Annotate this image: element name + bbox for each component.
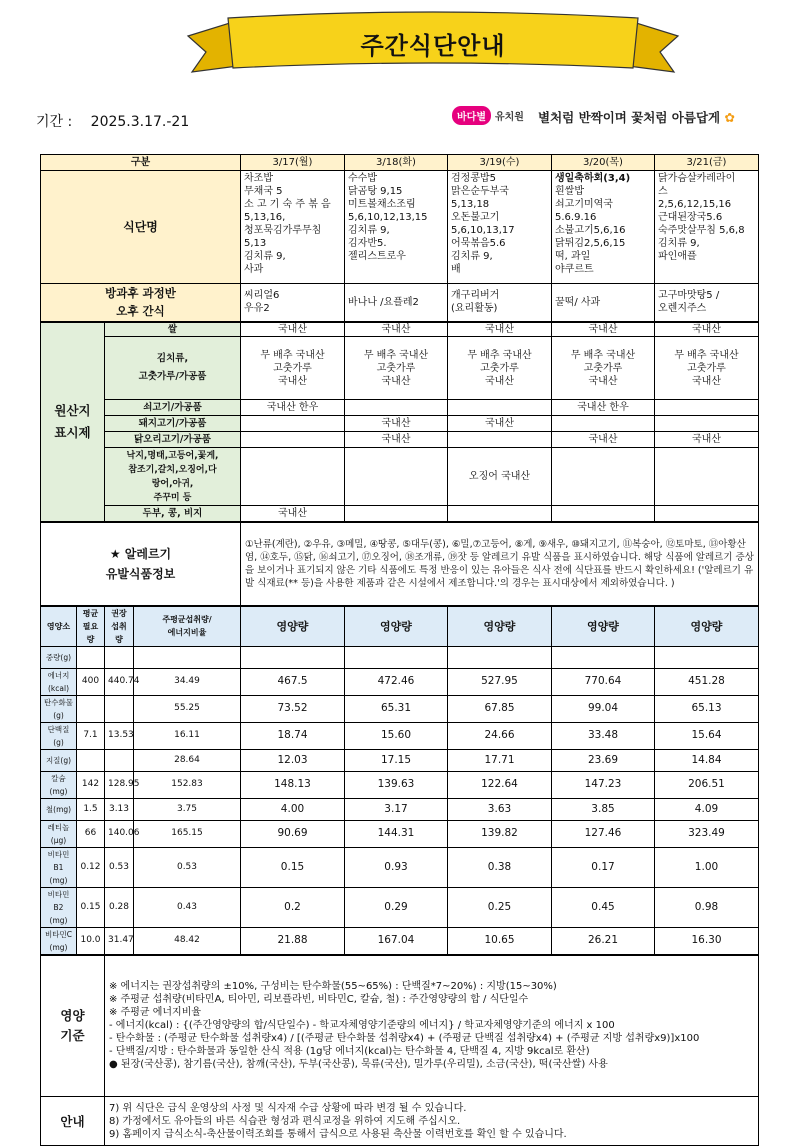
origin-cell: 국내산 (241, 322, 345, 337)
nutrient-avg-requirement: 1.5 (77, 798, 105, 820)
nutrient-day-value: 144.31 (345, 820, 448, 847)
nutrient-day-value: 33.48 (552, 722, 655, 749)
snack-cell: 씨리얼6 우유2 (241, 284, 345, 322)
nutrient-day-value: 0.29 (345, 887, 448, 927)
nutrition-col-header: 영양소 (41, 606, 77, 647)
nutrient-avg-requirement (77, 749, 105, 771)
nutrient-weekly-avg: 0.43 (134, 887, 241, 927)
nutrient-avg-requirement: 10.0 (77, 927, 105, 955)
nutrient-recommended: 3.13 (105, 798, 134, 820)
origin-cell (655, 416, 759, 432)
origin-label: 원산지 표시제 (41, 322, 105, 522)
origin-row-name: 두부, 콩, 비지 (105, 506, 241, 522)
origin-cell: 무 배추 국내산 고춧가루 국내산 (345, 337, 448, 400)
nutrition-row (41, 695, 759, 722)
origin-cell (448, 432, 552, 448)
origin-row-name: 닭오리고기/가공품 (105, 432, 241, 448)
origin-row-name: 낙지,명태,고등어,꽃게, 참조기,갈치,오징어,다 랑어,아귀, 주꾸미 등 (105, 448, 241, 506)
nutrient-day-value: 0.93 (345, 847, 448, 887)
origin-cell: 오징어 국내산 (448, 448, 552, 506)
standard-info: ※ 에너지는 권장섭취량의 ±10%, 구성비는 탄수화물(55~65%) : 단백질*7~20%) : 지방(15~30%) ※ 주평균 섭취량(비타민A, 티아민, 리보플라빈, 비타민C, 칼슘, 철) : 주간영양량의 합 / 식단일수 ※ 주평균 에너지비율 - 에너지(kcal) : {(주간영양량의 합/식단일수) - 학교자체영양기준량의 에너지} / 학교자체영양기준의 에너지 x 100 - 탄수화물 : (주평균 탄수화물 섭취량x4) / [(주평균 탄수화물 섭취량x4) + (주평균 단백질 섭취량x4) + (주평균 지방 섭취량x9)]x100 - 단백질/지방 : 탄수화물과 동일한 산식 적용 (1g당 에너지(kcal)는 탄수화물 4, 단백질 4, 지방 9kcal로 환산) ● 된장(국산콩), 참기름(국산), 참깨(국산), 두부(국산콩), 묵류(국산), 밀가루(우리밀), 소금(국산), 떡(국산쌀) 사용 (105, 955, 759, 1097)
nutrient-day-value: 16.30 (655, 927, 759, 955)
nutrient-day-value (552, 646, 655, 668)
menu-label: 식단명 (41, 171, 241, 284)
nutrient-weekly-avg: 55.25 (134, 695, 241, 722)
nutrient-weekly-avg: 34.49 (134, 668, 241, 695)
nutrient-day-value: 0.38 (448, 847, 552, 887)
nutrient-day-value: 15.60 (345, 722, 448, 749)
origin-row-name: 김치류, 고춧가루/가공품 (105, 337, 241, 400)
nutrient-weekly-avg: 48.42 (134, 927, 241, 955)
nutrition-row (41, 668, 759, 695)
nutrient-day-value: 18.74 (241, 722, 345, 749)
day-header: 3/21(금) (655, 155, 759, 171)
nutrition-row (41, 722, 759, 749)
nutrient-day-value: 21.88 (241, 927, 345, 955)
allergy-label-line2: 유발식품정보 (105, 566, 176, 581)
nutrient-day-value (241, 646, 345, 668)
nutrient-avg-requirement: 0.12 (77, 847, 105, 887)
origin-cell (448, 506, 552, 522)
nutrient-name: 탄수화물(g) (41, 695, 77, 722)
nutrient-day-value: 26.21 (552, 927, 655, 955)
nutrient-name: 지질(g) (41, 749, 77, 771)
origin-cell: 무 배추 국내산 고춧가루 국내산 (552, 337, 655, 400)
logo-name: 유치원 (494, 112, 524, 123)
period-label: 기간 : (36, 114, 73, 130)
period-value: 2025.3.17.-21 (90, 114, 190, 130)
nutrient-day-value: 148.13 (241, 771, 345, 798)
nutrient-recommended: 0.28 (105, 887, 134, 927)
nutrition-day-header: 영양량 (241, 606, 345, 647)
nutrient-day-value: 10.65 (448, 927, 552, 955)
nutrient-weekly-avg: 0.53 (134, 847, 241, 887)
nutrient-day-value: 147.23 (552, 771, 655, 798)
page-title: 주간식단안내 (360, 32, 506, 60)
nutrient-recommended: 31.47 (105, 927, 134, 955)
nutrient-weekly-avg: 165.15 (134, 820, 241, 847)
nutrient-day-value: 527.95 (448, 668, 552, 695)
nutrient-day-value: 17.15 (345, 749, 448, 771)
nutrition-row (41, 798, 759, 820)
nutrient-day-value: 17.71 (448, 749, 552, 771)
title-banner (178, 6, 688, 86)
menu-table (40, 154, 759, 1146)
origin-cell (345, 400, 448, 416)
nutrient-day-value: 139.82 (448, 820, 552, 847)
snack-cell: 바나나 /요플레2 (345, 284, 448, 322)
nutrient-day-value: 122.64 (448, 771, 552, 798)
origin-row-name: 쇠고기/가공품 (105, 400, 241, 416)
snack-label (41, 284, 241, 322)
nutrient-avg-requirement (77, 646, 105, 668)
standard-label: 영양 기준 (41, 955, 105, 1097)
logo-badge: 바다별 (452, 106, 491, 125)
nutrient-recommended: 128.95 (105, 771, 134, 798)
nutrient-day-value (655, 646, 759, 668)
nutrient-day-value: 4.00 (241, 798, 345, 820)
nutrient-name: 중량(g) (41, 646, 77, 668)
origin-cell: 국내산 (655, 322, 759, 337)
day-header: 3/18(화) (345, 155, 448, 171)
nutrient-day-value: 24.66 (448, 722, 552, 749)
nutrient-day-value: 472.46 (345, 668, 448, 695)
snack-label-line2: 오후 간식 (116, 304, 165, 319)
origin-cell (241, 432, 345, 448)
nutrient-recommended: 13.53 (105, 722, 134, 749)
nutrition-row (41, 771, 759, 798)
nutrient-avg-requirement: 66 (77, 820, 105, 847)
period (36, 111, 189, 131)
nutrient-day-value: 0.25 (448, 887, 552, 927)
nutrient-recommended (105, 749, 134, 771)
origin-cell: 국내산 (448, 416, 552, 432)
nutrient-day-value: 0.15 (241, 847, 345, 887)
nutrient-name: 칼슘(mg) (41, 771, 77, 798)
nutrient-day-value (345, 646, 448, 668)
nutrient-name: 비타민B2 (mg) (41, 887, 77, 927)
nutrient-day-value: 3.63 (448, 798, 552, 820)
origin-cell (552, 506, 655, 522)
nutrient-avg-requirement (77, 695, 105, 722)
nutrient-recommended (105, 695, 134, 722)
nutrient-weekly-avg: 28.64 (134, 749, 241, 771)
nutrient-day-value: 0.45 (552, 887, 655, 927)
nutrient-day-value: 323.49 (655, 820, 759, 847)
nutrient-day-value: 206.51 (655, 771, 759, 798)
nutrient-day-value: 65.13 (655, 695, 759, 722)
nutrition-row (41, 820, 759, 847)
day-header: 3/19(수) (448, 155, 552, 171)
nutrient-day-value: 0.98 (655, 887, 759, 927)
origin-cell (345, 448, 448, 506)
allergy-info: ①난류(계란), ②우유, ③메밀, ④땅콩, ⑤대두(콩), ⑥밀,⑦고등어, ⑧게, ⑨새우, ⑩돼지고기, ⑪복숭아, ⑫토마토, ⑬아황산염, ⑭호두, ⑮닭, ⑯쇠고기, ⑰오징어, ⑱조개류, ⑲잣 등 알레르기 유발 식품을 표시하였습니다. 해당 식품에 알레르기 증상을 보이거나 표기되지 않은 기타 식품에도 특정 반응이 있는 유아들은 식사 전에 식단표를 반드시 확인하세요! ('알레르기 유발 식재료(** 등)을 사용한 제품과 같은 시설에서 제조합니다.'의 경우는 표시대상에서 제외하였습니다. ) (241, 522, 759, 606)
nutrition-day-header: 영양량 (345, 606, 448, 647)
nutrient-weekly-avg: 152.83 (134, 771, 241, 798)
snack-cell: 꿀떡/ 사과 (552, 284, 655, 322)
slogan-text: 별처럼 반짝이며 꽃처럼 아름답게 (538, 110, 721, 125)
nutrient-name: 에너지(kcal) (41, 668, 77, 695)
origin-cell (241, 416, 345, 432)
nutrient-recommended: 0.53 (105, 847, 134, 887)
nutrient-day-value: 0.17 (552, 847, 655, 887)
nutrient-day-value: 15.64 (655, 722, 759, 749)
nutrition-row (41, 887, 759, 927)
menu-cell: 닭가슴살카레라이 스 2,5,6,12,15,16 근대된장국5.6 숙주맛살무침 5,6,8 김치류 9, 파인애플 (655, 171, 759, 284)
flower-icon: ✿ (724, 110, 735, 125)
notice-label: 안내 (41, 1097, 105, 1146)
nutrient-weekly-avg: 16.11 (134, 722, 241, 749)
origin-cell: 국내산 (241, 506, 345, 522)
menu-text: 흰쌀밥 쇠고기미역국 5.6.9.16 소불고기5,6,16 닭튀김2,5,6,15 떡, 과일 야쿠르트 (555, 186, 626, 275)
nutrition-row (41, 646, 759, 668)
allergy-label-line1: ★ 알레르기 (109, 546, 172, 561)
nutrient-day-value: 73.52 (241, 695, 345, 722)
nutrient-day-value: 3.17 (345, 798, 448, 820)
category-header: 구분 (41, 155, 241, 171)
menu-cell (552, 171, 655, 284)
nutrient-avg-requirement: 0.15 (77, 887, 105, 927)
nutrient-recommended (105, 646, 134, 668)
nutrient-day-value: 0.2 (241, 887, 345, 927)
snack-label-line1: 방과후 과정반 (105, 286, 176, 301)
snack-cell: 고구마맛탕5 / 오렌지주스 (655, 284, 759, 322)
nutrient-day-value: 167.04 (345, 927, 448, 955)
origin-cell: 국내산 (552, 432, 655, 448)
nutrient-day-value: 139.63 (345, 771, 448, 798)
nutrient-avg-requirement: 400 (77, 668, 105, 695)
nutrition-day-header: 영양량 (552, 606, 655, 647)
origin-row-name: 돼지고기/가공품 (105, 416, 241, 432)
nutrition-day-header: 영양량 (655, 606, 759, 647)
origin-cell: 무 배추 국내산 고춧가루 국내산 (448, 337, 552, 400)
nutrient-name: 비타민B1 (mg) (41, 847, 77, 887)
menu-cell: 검정콩밥5 맑은순두부국 5,13,18 오돈불고기 5,6,10,13,17 어묵볶음5.6 김치류 9, 배 (448, 171, 552, 284)
origin-cell: 국내산 (655, 432, 759, 448)
origin-cell: 국내산 한우 (552, 400, 655, 416)
nutrient-day-value: 14.84 (655, 749, 759, 771)
day-header: 3/20(목) (552, 155, 655, 171)
origin-cell: 국내산 (345, 432, 448, 448)
origin-row-name: 쌀 (105, 322, 241, 337)
nutrient-recommended: 440.74 (105, 668, 134, 695)
nutrient-day-value: 90.69 (241, 820, 345, 847)
origin-cell (345, 506, 448, 522)
notice-info: 7) 위 식단은 급식 운영상의 사정 및 식자재 수급 상황에 따라 변경 될 수 있습니다. 8) 가정에서도 유아들의 바른 식습관 형성과 편식교정을 위하여 지도해 주십시오. 9) 홈페이지 급식소식-축산물이력조회를 통해서 급식으로 사용된 축산물 이력번호를 확인 할 수 있습니다. (105, 1097, 759, 1146)
nutrition-col-header: 평균 필요량 (77, 606, 105, 647)
origin-cell: 국내산 (345, 322, 448, 337)
snack-cell: 개구리버거 (요리활동) (448, 284, 552, 322)
slogan (538, 108, 735, 126)
origin-cell: 국내산 (345, 416, 448, 432)
nutrient-day-value: 12.03 (241, 749, 345, 771)
nutrient-weekly-avg: 3.75 (134, 798, 241, 820)
nutrition-row (41, 749, 759, 771)
kindergarten-logo (452, 106, 524, 125)
nutrient-name: 단백질(g) (41, 722, 77, 749)
allergy-label (41, 522, 241, 606)
origin-cell: 무 배추 국내산 고춧가루 국내산 (241, 337, 345, 400)
origin-cell (655, 400, 759, 416)
nutrient-day-value: 451.28 (655, 668, 759, 695)
nutrient-avg-requirement: 142 (77, 771, 105, 798)
nutrient-day-value: 4.09 (655, 798, 759, 820)
origin-cell (655, 448, 759, 506)
origin-cell (552, 448, 655, 506)
nutrition-col-header: 주평균섭취량/ 에너지비율 (134, 606, 241, 647)
nutrition-day-header: 영양량 (448, 606, 552, 647)
nutrient-day-value (448, 646, 552, 668)
origin-cell: 국내산 한우 (241, 400, 345, 416)
nutrient-day-value: 99.04 (552, 695, 655, 722)
origin-cell (241, 448, 345, 506)
nutrition-row (41, 847, 759, 887)
menu-cell: 차조밥 무채국 5 소 고 기 숙 주 볶 음 5,13,16, 청포묵김가루무침 5,13 김치류 9, 사과 (241, 171, 345, 284)
nutrient-name: 철(mg) (41, 798, 77, 820)
origin-cell: 국내산 (448, 322, 552, 337)
nutrient-day-value: 467.5 (241, 668, 345, 695)
origin-cell: 무 배추 국내산 고춧가루 국내산 (655, 337, 759, 400)
origin-cell (552, 416, 655, 432)
origin-cell (448, 400, 552, 416)
origin-cell: 국내산 (552, 322, 655, 337)
nutrient-day-value: 67.85 (448, 695, 552, 722)
nutrient-avg-requirement: 7.1 (77, 722, 105, 749)
nutrient-weekly-avg (134, 646, 241, 668)
nutrient-day-value: 23.69 (552, 749, 655, 771)
nutrition-col-header: 권장 섭취량 (105, 606, 134, 647)
birthday-tag: 생일축하회(3,4) (555, 173, 631, 184)
nutrition-row (41, 927, 759, 955)
nutrient-day-value: 3.85 (552, 798, 655, 820)
menu-cell: 수수밥 닭곰탕 9,15 미트볼채소조림 5,6,10,12,13,15 김치류 9, 김자반5. 젤리스트로우 (345, 171, 448, 284)
nutrition-rows (41, 646, 759, 955)
nutrient-day-value: 1.00 (655, 847, 759, 887)
nutrient-day-value: 127.46 (552, 820, 655, 847)
day-header: 3/17(월) (241, 155, 345, 171)
nutrient-name: 레티놀(μg) (41, 820, 77, 847)
nutrient-day-value: 65.31 (345, 695, 448, 722)
nutrient-name: 비타민C (mg) (41, 927, 77, 955)
origin-cell (655, 506, 759, 522)
nutrient-day-value: 770.64 (552, 668, 655, 695)
nutrient-recommended: 140.06 (105, 820, 134, 847)
